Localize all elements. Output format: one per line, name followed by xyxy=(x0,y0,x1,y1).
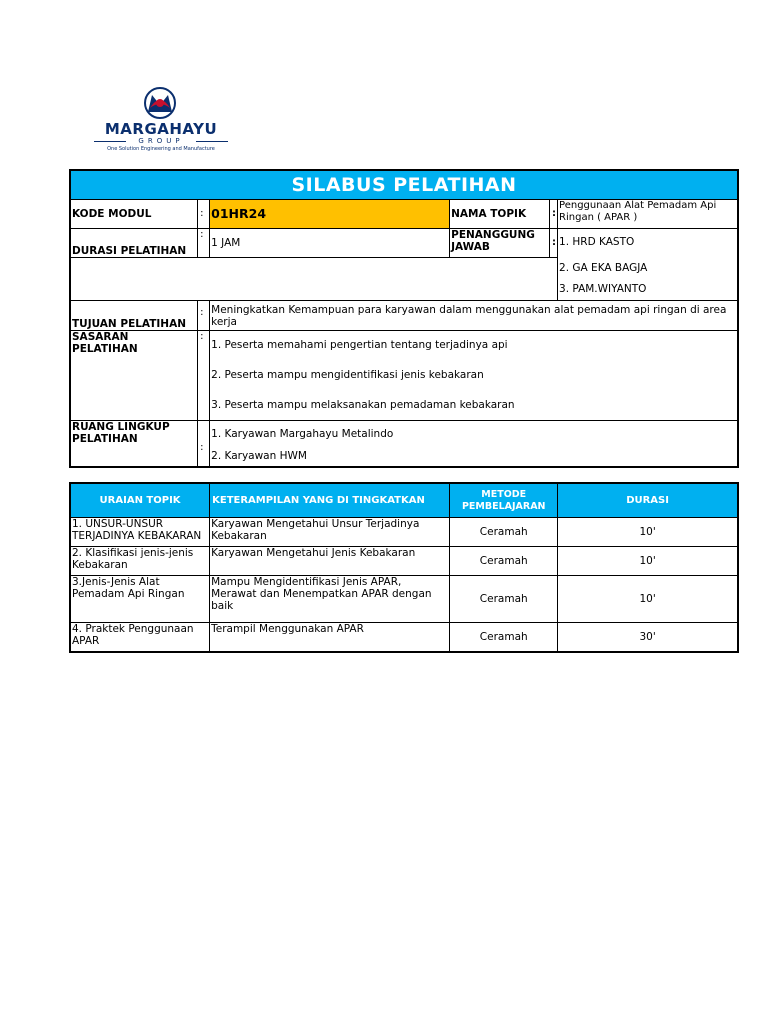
ruang-items xyxy=(210,421,738,467)
header-metode: METODE PEMBELAJARAN xyxy=(450,483,558,518)
row-durasi: 30' xyxy=(558,623,738,653)
blank-cell xyxy=(70,258,558,301)
company-logo xyxy=(86,86,244,158)
logo-group: GROUP xyxy=(138,137,184,145)
nama-topik-value: Penggunaan Alat Pemadam Api Ringan ( APAR ) xyxy=(558,200,738,229)
sasaran-label: SASARAN PELATIHAN xyxy=(70,331,198,421)
logo-rule-right xyxy=(196,141,228,142)
kode-modul-colon: : xyxy=(198,200,210,229)
row-durasi: 10' xyxy=(558,547,738,576)
kode-modul-value: 01HR24 xyxy=(210,200,450,229)
sasaran-item-3: 3. Peserta mampu melaksanakan pemadaman kebakaran xyxy=(211,399,515,411)
durasi-value: 1 JAM xyxy=(210,229,450,258)
header-keterampilan: KETERAMPILAN YANG DI TINGKATKAN xyxy=(210,483,450,518)
row-durasi: 10' xyxy=(558,518,738,547)
table-row xyxy=(70,623,738,653)
row-metode: Ceramah xyxy=(450,547,558,576)
penanggung-item-2: 2. GA EKA BAGJA xyxy=(559,261,648,274)
tujuan-value: Meningkatkan Kemampuan para karyawan dalam menggunakan alat pemadam api ringan di area kerja xyxy=(210,301,738,331)
nama-topik-colon: : xyxy=(550,200,558,229)
durasi-label: DURASI PELATIHAN xyxy=(70,229,198,258)
penanggung-items xyxy=(558,258,738,301)
topik-table xyxy=(69,482,739,653)
penanggung-label: PENANGGUNG JAWAB xyxy=(450,229,550,258)
durasi-colon: : xyxy=(198,229,210,258)
sasaran-item-1: 1. Peserta memahami pengertian tentang terjadinya api xyxy=(211,339,508,351)
penanggung-item-1: 1. HRD KASTO xyxy=(558,229,738,258)
header-durasi: DURASI xyxy=(558,483,738,518)
ruang-colon: : xyxy=(198,421,210,467)
ruang-item-1: 1. Karyawan Margahayu Metalindo xyxy=(211,428,394,440)
row-skill: Mampu Mengidentifikasi Jenis APAR, Merawat dan Menempatkan APAR dengan baik xyxy=(210,576,450,623)
ruang-item-2: 2. Karyawan HWM xyxy=(211,450,307,462)
kode-modul-label: KODE MODUL xyxy=(70,200,198,229)
row-topik: 1. UNSUR-UNSUR TERJADINYA KEBAKARAN xyxy=(70,518,210,547)
row-topik: 2. Klasifikasi jenis-jenis Kebakaran xyxy=(70,547,210,576)
table-row xyxy=(70,576,738,623)
ruang-label: RUANG LINGKUP PELATIHAN xyxy=(70,421,198,467)
sasaran-items xyxy=(210,331,738,421)
silabus-table xyxy=(69,169,739,468)
sasaran-item-2: 2. Peserta mampu mengidentifikasi jenis kebakaran xyxy=(211,369,484,381)
sasaran-colon: : xyxy=(198,331,210,421)
row-metode: Ceramah xyxy=(450,623,558,653)
logo-tagline: One Solution Engineering and Manufacture xyxy=(107,146,215,152)
logo-emblem-icon xyxy=(86,86,244,120)
penanggung-colon: : xyxy=(550,229,558,258)
row-topik: 4. Praktek Penggunaan APAR xyxy=(70,623,210,653)
row-durasi: 10' xyxy=(558,576,738,623)
penanggung-item-3: 3. PAM.WIYANTO xyxy=(559,282,647,295)
row-topik: 3.Jenis-Jenis Alat Pemadam Api Ringan xyxy=(70,576,210,623)
row-metode: Ceramah xyxy=(450,518,558,547)
row-skill: Karyawan Mengetahui Jenis Kebakaran xyxy=(210,547,450,576)
table-row xyxy=(70,547,738,576)
nama-topik-label: NAMA TOPIK xyxy=(450,200,550,229)
row-skill: Karyawan Mengetahui Unsur Terjadinya Kebakaran xyxy=(210,518,450,547)
row-metode: Ceramah xyxy=(450,576,558,623)
tujuan-colon: : xyxy=(198,301,210,331)
table-row xyxy=(70,518,738,547)
silabus-title: SILABUS PELATIHAN xyxy=(70,170,738,200)
row-skill: Terampil Menggunakan APAR xyxy=(210,623,450,653)
header-uraian-topik: URAIAN TOPIK xyxy=(70,483,210,518)
logo-name: MARGAHAYU xyxy=(104,120,218,138)
tujuan-label: TUJUAN PELATIHAN xyxy=(70,301,198,331)
